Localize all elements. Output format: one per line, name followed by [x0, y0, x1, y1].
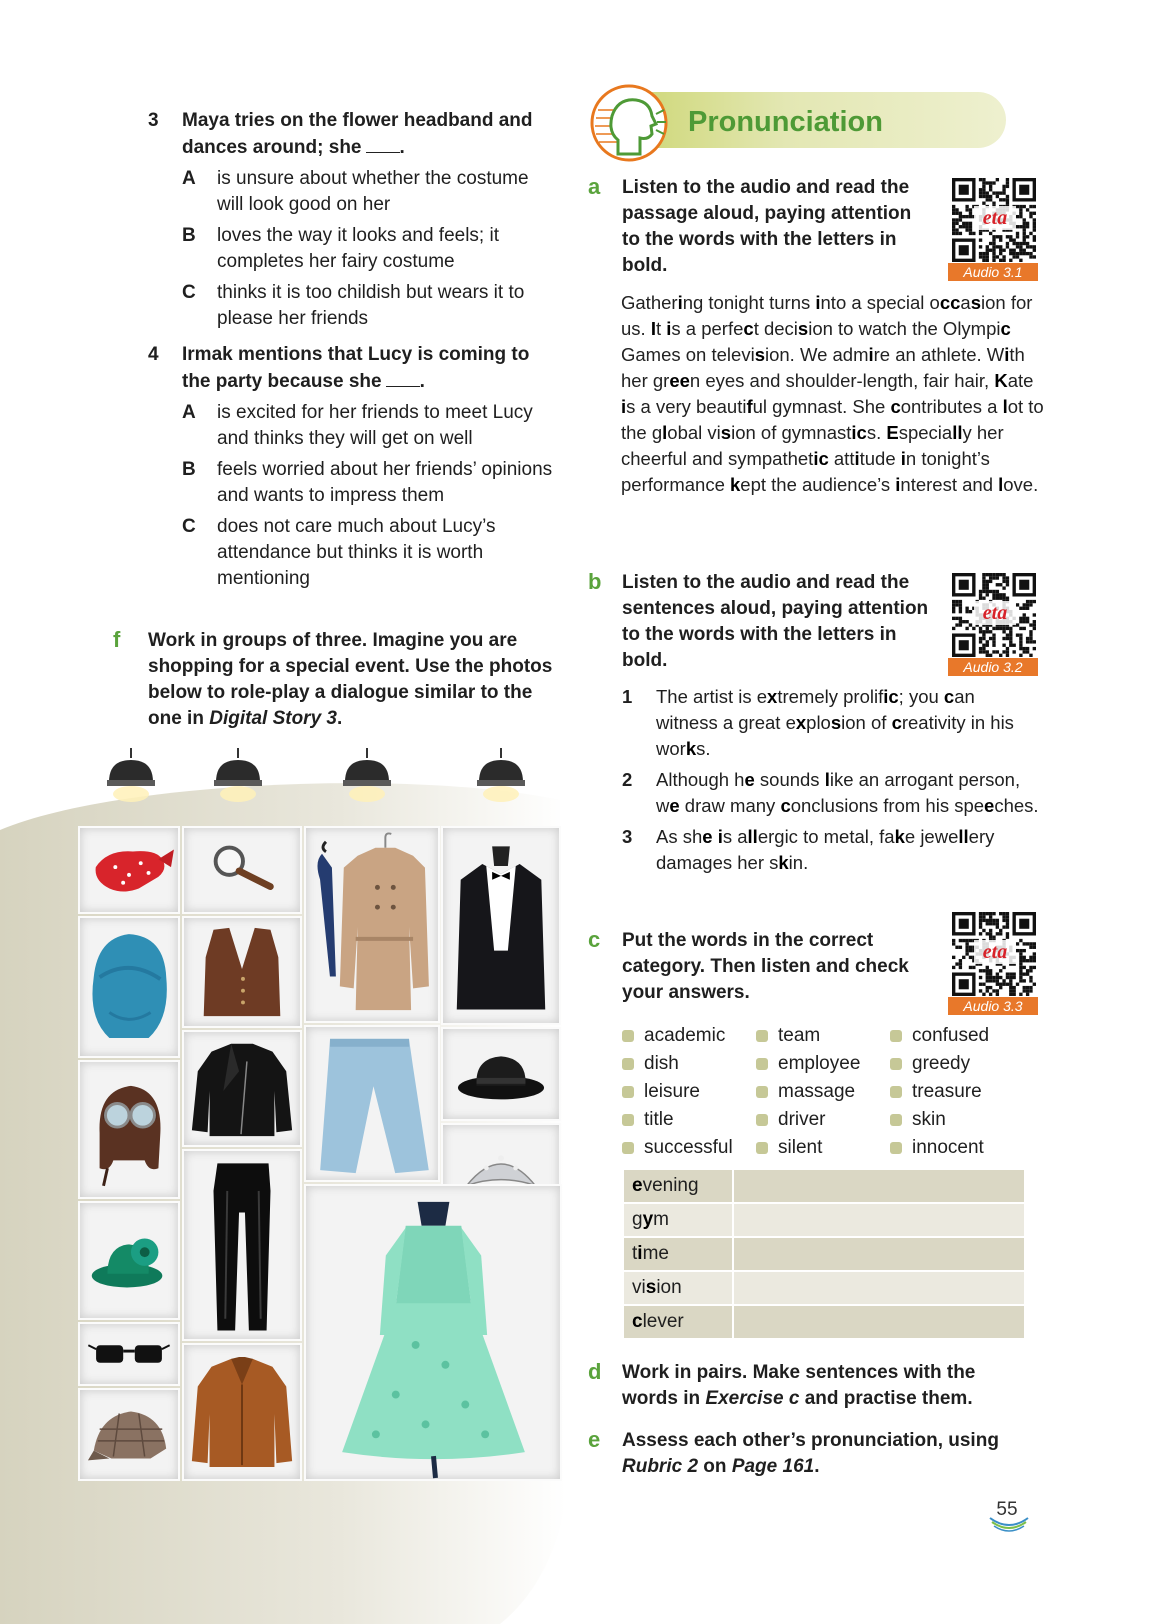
audio-label: Audio 3.2	[948, 658, 1038, 676]
magnifying-glass-photo	[182, 826, 302, 914]
word-column-3	[890, 1022, 989, 1162]
trench-coat-icon	[306, 828, 438, 1021]
qr-code-audio-3-2[interactable]	[952, 573, 1038, 676]
exercise-instruction: Put the words in the correct category. Then listen and check your answers.	[622, 930, 909, 1003]
option-letter: B	[182, 459, 196, 480]
question-stem-end: .	[419, 371, 425, 392]
exercise-letter: d	[588, 1359, 602, 1384]
word-item: successful	[622, 1134, 733, 1162]
qr-code-audio-3-3[interactable]	[952, 912, 1038, 1015]
table-row	[623, 1237, 1025, 1271]
word-item: driver	[756, 1106, 860, 1134]
sunglasses-photo	[78, 1322, 180, 1386]
option-text: loves the way it looks and feels; it completes her fairy costume	[217, 225, 499, 272]
exercise-b	[588, 569, 929, 674]
bandana-photo	[78, 826, 180, 914]
word-item: confused	[890, 1022, 989, 1050]
page-number: 55	[996, 1499, 1018, 1520]
question-number: 4	[148, 344, 159, 365]
dress-photo	[304, 1184, 562, 1481]
sentence-list	[622, 684, 1042, 881]
word-item: leisure	[622, 1078, 733, 1106]
green-hat-photo	[78, 1201, 180, 1320]
category-label: clever	[623, 1305, 733, 1339]
table-row	[623, 1271, 1025, 1305]
question-stem-text: Irmak mentions that Lucy is coming to the party because she	[182, 344, 530, 392]
question-stem-end: .	[399, 137, 405, 158]
option-text: thinks it is too childish but wears it to please her friends	[217, 282, 525, 329]
answer-cell	[733, 1203, 1025, 1237]
fedora-photo	[441, 1027, 561, 1121]
table-row	[623, 1305, 1025, 1339]
bandana-icon	[80, 828, 178, 912]
word-item: treasure	[890, 1078, 989, 1106]
exercise-a	[588, 174, 912, 279]
exercise-letter: a	[588, 174, 601, 199]
sentence-text: As she is allergic to metal, fake jewellery damages her skin.	[656, 826, 995, 873]
question-stem-text: Maya tries on the flower headband and dances around; she	[182, 110, 533, 158]
answer-blank	[386, 368, 420, 387]
audio-label: Audio 3.1	[948, 263, 1038, 281]
leggings-photo	[182, 1149, 302, 1341]
reading-passage: Gathering tonight turns into a special occasion for us. It is a perfect decision to watch the Olympic Games on television. We admire an athlete. With her green eyes and shoulder-length, fair hair, Kate is a very beautiful gymnast. She contributes a lot to the global vision of gymnastics. Especially her cheerful and sympathetic attitude in tonight’s performance kept the audience’s interest and love.	[621, 292, 1044, 495]
headscarf-photo	[78, 916, 180, 1058]
aviator-helmet-photo	[78, 1060, 180, 1199]
option-letter: C	[182, 516, 196, 537]
headscarf-icon	[80, 918, 178, 1056]
aviator-helmet-icon	[80, 1062, 178, 1197]
option-text: does not care much about Lucy’s attendance but thinks it is worth mentioning	[217, 516, 496, 589]
word-item: team	[756, 1022, 860, 1050]
lamp-icon	[101, 748, 161, 808]
word-item: academic	[622, 1022, 733, 1050]
word-item: employee	[756, 1050, 860, 1078]
category-label: evening	[623, 1169, 733, 1203]
exercise-instruction: Work in groups of three. Imagine you are shopping for a special event. Use the photos below to role-play a dialogue similar to the one in Digital Story 3.	[148, 630, 553, 729]
questions-column	[148, 108, 560, 602]
eta-logo: eta	[974, 940, 1016, 964]
exercise-d	[588, 1360, 1028, 1412]
vest-icon	[184, 918, 300, 1026]
answer-cell	[733, 1271, 1025, 1305]
question-3	[148, 108, 560, 332]
word-item: innocent	[890, 1134, 989, 1162]
deerstalker-hat-icon	[80, 1390, 178, 1479]
question-number: 3	[148, 110, 159, 131]
brown-jacket-icon	[184, 1345, 300, 1479]
speaking-head-icon	[588, 82, 670, 164]
sentence-number: 2	[622, 769, 633, 790]
leggings-icon	[184, 1151, 300, 1339]
sentence-number: 1	[622, 686, 633, 707]
option-letter: B	[182, 225, 196, 246]
pronunciation-title: Pronunciation	[688, 106, 883, 138]
dress-icon	[306, 1186, 560, 1479]
exercise-c	[588, 928, 918, 1006]
option-text: is excited for her friends to meet Lucy and thinks they will get on well	[217, 402, 533, 449]
option-a	[182, 166, 557, 218]
question-stem	[182, 108, 560, 161]
table-row	[623, 1169, 1025, 1203]
jeans-icon	[306, 1027, 438, 1180]
fedora-icon	[443, 1029, 559, 1119]
vest-photo	[182, 916, 302, 1028]
exercise-letter: c	[588, 927, 601, 952]
jeans-photo	[304, 1025, 440, 1182]
lamp-icon	[337, 748, 397, 808]
question-stem	[182, 342, 560, 395]
sunglasses-icon	[80, 1324, 178, 1384]
exercise-letter: f	[113, 627, 121, 652]
category-label: vision	[623, 1271, 733, 1305]
magnifying-glass-icon	[184, 828, 300, 912]
option-letter: A	[182, 168, 196, 189]
word-column-2	[756, 1022, 860, 1162]
audio-label: Audio 3.3	[948, 997, 1038, 1015]
option-letter: A	[182, 402, 196, 423]
word-column-1	[622, 1022, 733, 1162]
sentence-number: 3	[622, 826, 633, 847]
answer-cell	[733, 1305, 1025, 1339]
answer-blank	[366, 134, 400, 153]
answer-cell	[733, 1169, 1025, 1203]
leather-jacket-icon	[184, 1032, 300, 1145]
option-text: is unsure about whether the costume will look good on her	[217, 168, 529, 215]
word-item: title	[622, 1106, 733, 1134]
exercise-letter: e	[588, 1427, 601, 1452]
option-c	[182, 514, 557, 592]
table-row	[623, 1203, 1025, 1237]
word-item: silent	[756, 1134, 860, 1162]
sentence-text: Although he sounds like an arrogant person, we draw many conclusions from his speeches.	[656, 769, 1039, 816]
eta-logo: eta	[974, 601, 1016, 625]
lamp-icon	[471, 748, 531, 808]
lamp-icon	[208, 748, 268, 808]
answer-cell	[733, 1237, 1025, 1271]
question-4	[148, 342, 560, 592]
option-a	[182, 400, 557, 452]
category-label: gym	[623, 1203, 733, 1237]
eta-logo: eta	[974, 206, 1016, 230]
option-b	[182, 223, 557, 275]
trench-coat-photo	[304, 826, 440, 1023]
option-c	[182, 280, 557, 332]
option-text: feels worried about her friends’ opinions and wants to impress them	[217, 459, 553, 506]
word-item: dish	[622, 1050, 733, 1078]
exercise-instruction: Assess each other’s pronunciation, using Rubric 2 on Page 161.	[622, 1430, 999, 1477]
sentence-1	[622, 684, 1041, 762]
category-table	[622, 1168, 1026, 1340]
tuxedo-photo	[441, 826, 561, 1025]
option-b	[182, 457, 557, 509]
word-item: greedy	[890, 1050, 989, 1078]
sentence-3	[622, 824, 1041, 876]
exercise-letter: b	[588, 569, 602, 594]
word-item: skin	[890, 1106, 989, 1134]
exercise-e	[588, 1428, 1038, 1480]
exercise-instruction: Listen to the audio and read the sentences aloud, paying attention to the words with the letters in bold.	[622, 572, 929, 671]
green-hat-icon	[80, 1203, 178, 1318]
black-leather-jacket-photo	[182, 1030, 302, 1147]
option-letter: C	[182, 282, 196, 303]
deerstalker-hat-photo	[78, 1388, 180, 1481]
category-label: time	[623, 1237, 733, 1271]
tuxedo-icon	[443, 828, 559, 1023]
brown-leather-jacket-photo	[182, 1343, 302, 1481]
sentence-text: The artist is extremely prolific; you can witness a great explosion of creativity in his works.	[656, 686, 1014, 759]
word-item: massage	[756, 1078, 860, 1106]
exercise-instruction: Work in pairs. Make sentences with the words in Exercise c and practise them.	[622, 1362, 976, 1409]
exercise-f	[113, 628, 563, 732]
exercise-instruction: Listen to the audio and read the passage aloud, paying attention to the words with the letters in bold.	[622, 177, 912, 276]
qr-code-audio-3-1[interactable]	[952, 178, 1038, 281]
sentence-2	[622, 767, 1041, 819]
